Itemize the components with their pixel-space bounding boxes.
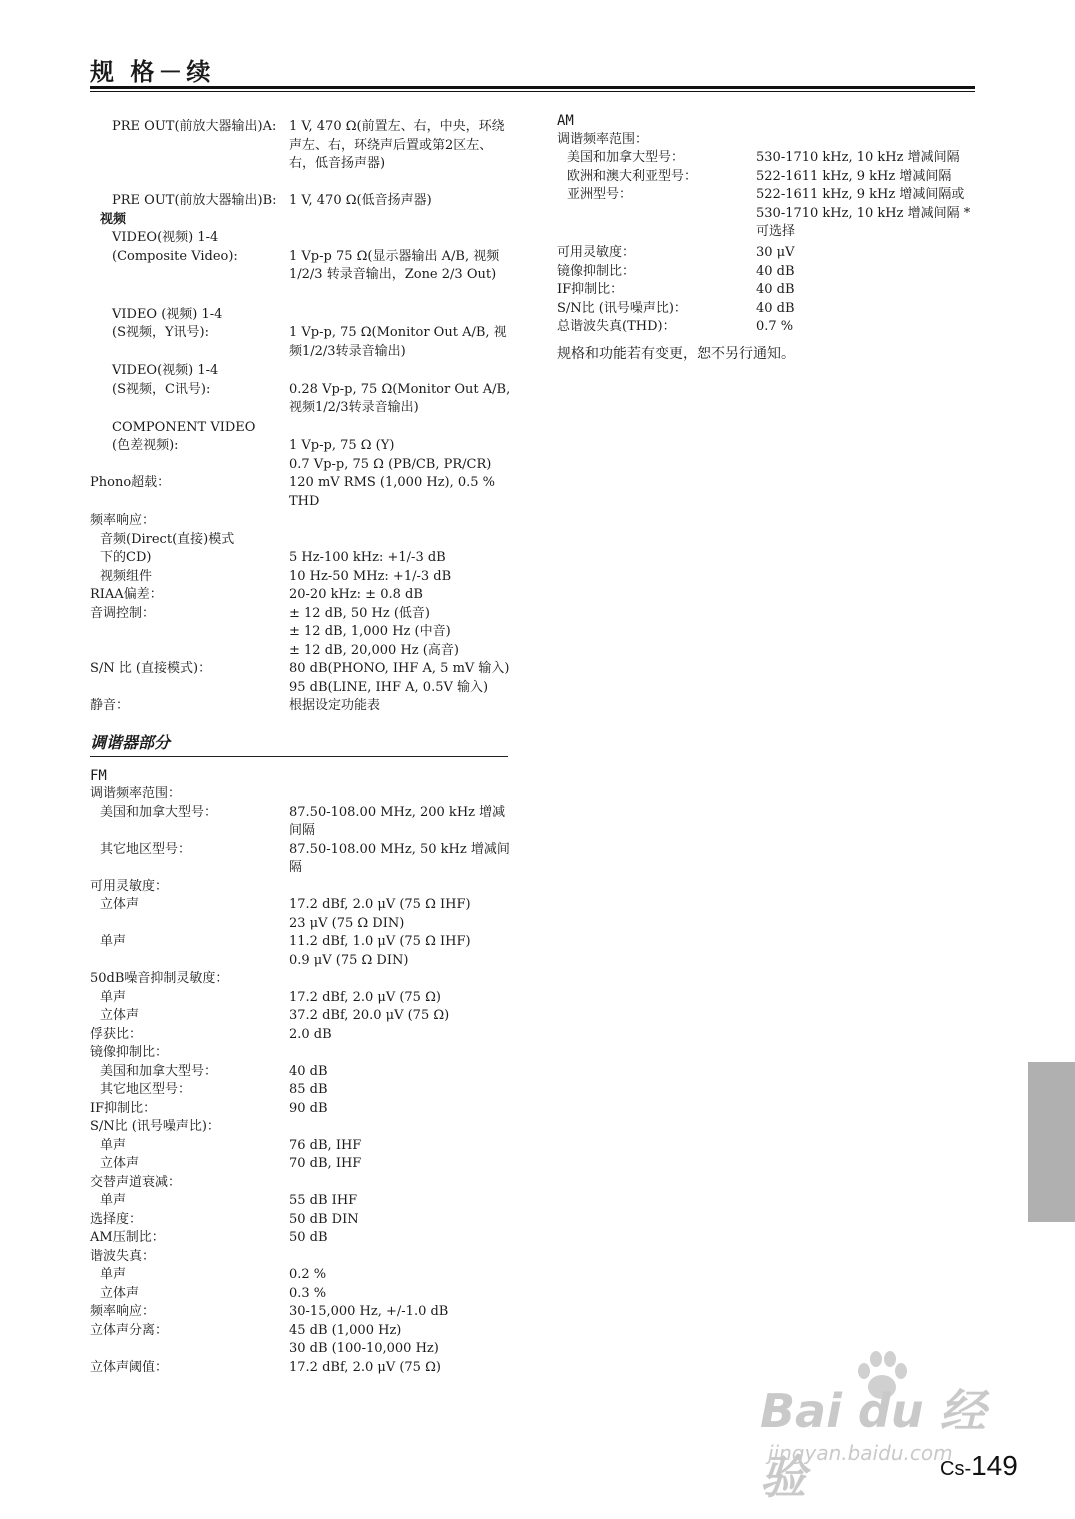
spec-row-fm-sens: [90, 878, 510, 897]
spec-value: 40 dB: [756, 263, 795, 279]
spec-label: PRE OUT(前放大器输出)A:: [112, 119, 277, 134]
spec-row-fm-sens-stereo: [90, 896, 510, 915]
spec-label: S/N比 (讯号噪声比)：: [557, 300, 687, 316]
spec-row-am-thd: [557, 318, 977, 337]
spec-label: 单声: [100, 989, 127, 1005]
spec-value: 0.2 %: [289, 1267, 327, 1282]
spec-label: 立体声: [100, 897, 140, 912]
spec-value: 90 dB: [289, 1100, 328, 1116]
spec-value: 2.0 dB: [289, 1026, 332, 1042]
spec-label: 视频组件: [100, 568, 153, 584]
spec-label-line: [90, 419, 510, 438]
am-heading: AM: [557, 113, 574, 129]
spec-row-continued: [90, 915, 510, 934]
spec-value: 0.9 μV (75 Ω DIN): [289, 952, 409, 968]
spec-label: (色差视频):: [112, 438, 179, 453]
spec-row-fm-select: [90, 1211, 510, 1230]
spec-value: 0.7 %: [756, 319, 794, 334]
spec-row-fm-thresh: [90, 1359, 510, 1378]
spec-label: 音调控制：: [90, 605, 156, 621]
spec-row-fm-sn-stereo: [90, 1155, 510, 1174]
spec-label: 频率响应：: [90, 1304, 156, 1319]
spec-label: COMPONENT VIDEO: [112, 419, 256, 435]
spec-label: 50dB噪音抑制灵敏度：: [90, 971, 229, 986]
spec-label: 选择度：: [90, 1211, 143, 1227]
spec-row-mute: [90, 697, 510, 716]
spec-value: 87.50-108.00 MHz, 50 kHz 增减间隔: [289, 841, 510, 875]
spec-value: 10 Hz-50 MHz: +1/-3 dB: [289, 568, 452, 584]
spec-value: 1 V, 470 Ω(前置左、右，中央，环绕声左、右，环绕声后置或第2区左、右，低音扬声器): [289, 119, 505, 171]
spec-value: 1 Vp-p 75 Ω(显示器输出 A/B, 视频1/2/3 转录音输出，Zone 2/3 Out): [289, 248, 500, 282]
spec-label: 亚洲型号：: [567, 187, 633, 202]
spec-value: 40 dB: [289, 1063, 328, 1079]
spec-label: 欧洲和澳大利亚型号：: [567, 168, 698, 184]
spec-row-am-sn: [557, 300, 977, 319]
spec-row-fm-image: [90, 1044, 510, 1063]
spec-value: 120 mV RMS (1,000 Hz), 0.5 % THD: [289, 475, 496, 509]
spec-row-continued: [90, 642, 510, 661]
spec-value: 95 dB(LINE, IHF A, 0.5V 输入): [289, 679, 489, 695]
spec-value: 30-15,000 Hz, +/-1.0 dB: [289, 1304, 449, 1319]
spec-label-line: [90, 229, 510, 248]
spec-row-am-range-us: [557, 149, 977, 168]
spec-value: 0.28 Vp-p, 75 Ω(Monitor Out A/B, 视频1/2/3转录音输出): [289, 381, 511, 415]
spec-value: 530-1710 kHz, 10 kHz 增减间隔: [756, 150, 960, 165]
change-notice: 规格和功能若有变更，恕不另行通知。: [557, 345, 795, 362]
spec-row-fm-sens-mono: [90, 933, 510, 952]
spec-label: (S视频，C讯号):: [112, 381, 211, 397]
spec-label-line: [90, 306, 510, 325]
spec-value: 50 dB: [289, 1230, 328, 1245]
spec-value: ± 12 dB, 1,000 Hz (中音): [289, 624, 451, 639]
spec-value: 85 dB: [289, 1082, 328, 1097]
spec-label-line: [90, 531, 510, 550]
section-heading-tuner: 调谐器部分: [90, 730, 508, 757]
spec-row-fm-thd-mono: [90, 1266, 510, 1285]
page-number: [940, 1450, 1018, 1482]
spec-label: RIAA偏差：: [90, 587, 163, 602]
spec-row-am-sens: [557, 244, 977, 263]
spec-label: 镜像抑制比：: [557, 263, 636, 279]
spec-label: 交替声道衰减：: [90, 1174, 182, 1190]
spec-value: 76 dB, IHF: [289, 1137, 362, 1153]
spec-row-fm-alt-mono: [90, 1192, 510, 1211]
spec-label: 谐波失真：: [90, 1248, 156, 1264]
spec-row-fm-freq: [90, 1303, 510, 1322]
spec-label: PRE OUT(前放大器输出)B:: [112, 193, 277, 208]
spec-row-s-video-y: [90, 324, 510, 362]
spec-row-continued: [90, 952, 510, 971]
spec-value: 1 Vp-p, 75 Ω(Monitor Out A/B, 视频1/2/3转录音输出): [289, 325, 507, 359]
spec-value: 522-1611 kHz, 9 kHz 增减间隔或 530-1710 kHz, 10 kHz 增减间隔 *可选择: [756, 187, 971, 239]
spec-label: 立体声: [100, 1008, 140, 1023]
spec-label: 可用灵敏度：: [90, 878, 169, 894]
spec-label: VIDEO(视频) 1-4: [112, 230, 219, 245]
spec-row-sn: [90, 660, 510, 679]
spec-row-fm-am-sup: [90, 1229, 510, 1248]
spec-row-am-range-asia: [557, 186, 977, 244]
spec-value: 17.2 dBf, 2.0 μV (75 Ω IHF): [289, 897, 471, 912]
spec-row-pre-out-b: [90, 192, 510, 211]
spec-value: 55 dB IHF: [289, 1193, 358, 1208]
spec-row-am-if: [557, 281, 977, 300]
spec-value: 70 dB, IHF: [289, 1156, 362, 1171]
left-column: [90, 118, 510, 1377]
spec-label: (Composite Video):: [112, 248, 238, 264]
spec-row-pre-out-a: [90, 118, 510, 192]
spec-label: IF抑制比：: [90, 1100, 157, 1116]
spec-label: 立体声: [100, 1156, 140, 1171]
spec-label: 下的CD): [100, 550, 152, 565]
spec-label: 俘获比：: [90, 1026, 143, 1042]
spec-row-continued: [90, 623, 510, 642]
spec-row-riaa: [90, 586, 510, 605]
spec-label: IF抑制比：: [557, 282, 624, 297]
spec-label: Phono超载：: [90, 475, 171, 490]
spec-label: 美国和加拿大型号：: [567, 150, 685, 165]
spec-row-fm-quiet: [90, 970, 510, 989]
spec-value: 30 dB (100-10,000 Hz): [289, 1341, 439, 1356]
spec-label: 频率响应：: [90, 513, 156, 528]
spec-label: 单声: [100, 1193, 127, 1208]
spec-row-fm-if: [90, 1100, 510, 1119]
spec-row-component: [90, 437, 510, 456]
spec-label: 立体声: [100, 1285, 140, 1301]
spec-value: 17.2 dBf, 2.0 μV (75 Ω): [289, 1359, 441, 1375]
spec-value: 1 Vp-p, 75 Ω (Y): [289, 438, 395, 453]
spec-label-line: [90, 362, 510, 381]
spec-value: 11.2 dBf, 1.0 μV (75 Ω IHF): [289, 934, 471, 949]
spec-label: 美国和加拿大型号：: [100, 1063, 218, 1079]
spec-label: 立体声阈值：: [90, 1359, 169, 1375]
page-number-value: 149: [971, 1450, 1018, 1481]
title-rule: [90, 86, 975, 89]
spec-row-continued: [90, 679, 510, 698]
spec-label: 静音：: [90, 698, 130, 713]
page-title: 规 格－续: [90, 58, 215, 86]
chapter-side-tab: [1028, 1062, 1075, 1222]
spec-row-tone: [90, 605, 510, 624]
spec-row-composite: [90, 248, 510, 306]
page-prefix: Cs-: [940, 1458, 972, 1480]
spec-label: 可用灵敏度：: [557, 245, 636, 260]
spec-row-fm-range-us: [90, 804, 510, 841]
spec-label: 其它地区型号：: [100, 1082, 192, 1097]
spec-value: 30 μV: [756, 245, 795, 260]
spec-label: 单声: [100, 934, 127, 949]
spec-value: 45 dB (1,000 Hz): [289, 1322, 402, 1338]
spec-row-fm-sn-mono: [90, 1137, 510, 1156]
spec-value: 20-20 kHz: ± 0.8 dB: [289, 587, 423, 602]
spec-label: 单声: [100, 1137, 127, 1153]
spec-label: 镜像抑制比：: [90, 1045, 169, 1060]
spec-label: 总谐波失真(THD)：: [557, 319, 676, 334]
spec-value: 50 dB DIN: [289, 1211, 359, 1227]
spec-row-phono: [90, 474, 510, 512]
spec-row-s-video-c: [90, 381, 510, 419]
spec-value: 23 μV (75 Ω DIN): [289, 915, 405, 931]
spec-row-fm-alt: [90, 1174, 510, 1193]
spec-value: 40 dB: [756, 300, 795, 316]
spec-row-fm-sn: [90, 1118, 510, 1137]
spec-label: S/N比 (讯号噪声比)：: [90, 1119, 220, 1134]
fm-heading: FM: [90, 767, 107, 784]
spec-row-fm-quiet-stereo: [90, 1007, 510, 1026]
spec-label: 其它地区型号：: [100, 841, 192, 857]
watermark-url: jingyan.baidu.com: [768, 1441, 953, 1465]
spec-value: 37.2 dBf, 20.0 μV (75 Ω): [289, 1008, 450, 1023]
spec-row-fm-thd-stereo: [90, 1285, 510, 1304]
section-heading-video: 视频: [100, 211, 127, 227]
spec-row-freq-heading: [90, 512, 510, 531]
spec-label: S/N 比 (直接模式)：: [90, 661, 212, 676]
spec-row-freq-audio: [90, 549, 510, 568]
spec-row-fm-image-us: [90, 1063, 510, 1082]
spec-value: ± 12 dB, 20,000 Hz (高音): [289, 642, 459, 658]
spec-value: 80 dB(PHONO, IHF A, 5 mV 输入): [289, 661, 510, 676]
spec-label: (S视频，Y讯号):: [112, 325, 210, 340]
spec-row-fm-thd: [90, 1248, 510, 1267]
spec-value: 40 dB: [756, 282, 795, 297]
spec-row-am-range: [557, 131, 977, 150]
spec-label: 单声: [100, 1267, 127, 1282]
spec-label: 音频(Direct(直接)模式: [100, 531, 235, 547]
spec-label: 美国和加拿大型号：: [100, 804, 218, 820]
spec-row-freq-video: [90, 568, 510, 587]
spec-value: 17.2 dBf, 2.0 μV (75 Ω): [289, 989, 441, 1005]
spec-value: 5 Hz-100 kHz: +1/-3 dB: [289, 550, 446, 565]
spec-label: 调谐频率范围：: [557, 131, 649, 147]
spec-row-continued: [90, 456, 510, 475]
spec-row-fm-capture: [90, 1026, 510, 1045]
spec-label: AM压制比：: [90, 1230, 165, 1245]
watermark-logo: Bai du 经验: [760, 1384, 986, 1504]
spec-row-fm-image-other: [90, 1081, 510, 1100]
spec-value: ± 12 dB, 50 Hz (低音): [289, 605, 430, 621]
spec-row-am-range-eu: [557, 168, 977, 187]
spec-row-am-image: [557, 263, 977, 282]
spec-label: 立体声分离：: [90, 1322, 169, 1338]
spec-row-continued: [90, 1340, 510, 1359]
title-rule-thin: [90, 91, 975, 92]
right-column: [557, 112, 977, 363]
spec-value: 1 V, 470 Ω(低音扬声器): [289, 193, 432, 208]
spec-value: 87.50-108.00 MHz, 200 kHz 增减间隔: [289, 804, 506, 838]
spec-row-fm-range-other: [90, 841, 510, 878]
spec-label: 调谐频率范围：: [90, 786, 182, 801]
spec-label: VIDEO (视频) 1-4: [112, 306, 223, 322]
spec-value: 0.7 Vp-p, 75 Ω (PB/CB, PR/CR): [289, 456, 492, 472]
spec-row-fm-range: [90, 785, 510, 804]
spec-value: 522-1611 kHz, 9 kHz 增减间隔: [756, 168, 952, 184]
spec-value: 根据设定功能表: [289, 698, 381, 713]
spec-label: VIDEO(视频) 1-4: [112, 363, 219, 378]
spec-value: 0.3 %: [289, 1285, 327, 1301]
spec-row-fm-quiet-mono: [90, 989, 510, 1008]
spec-row-fm-sep: [90, 1322, 510, 1341]
